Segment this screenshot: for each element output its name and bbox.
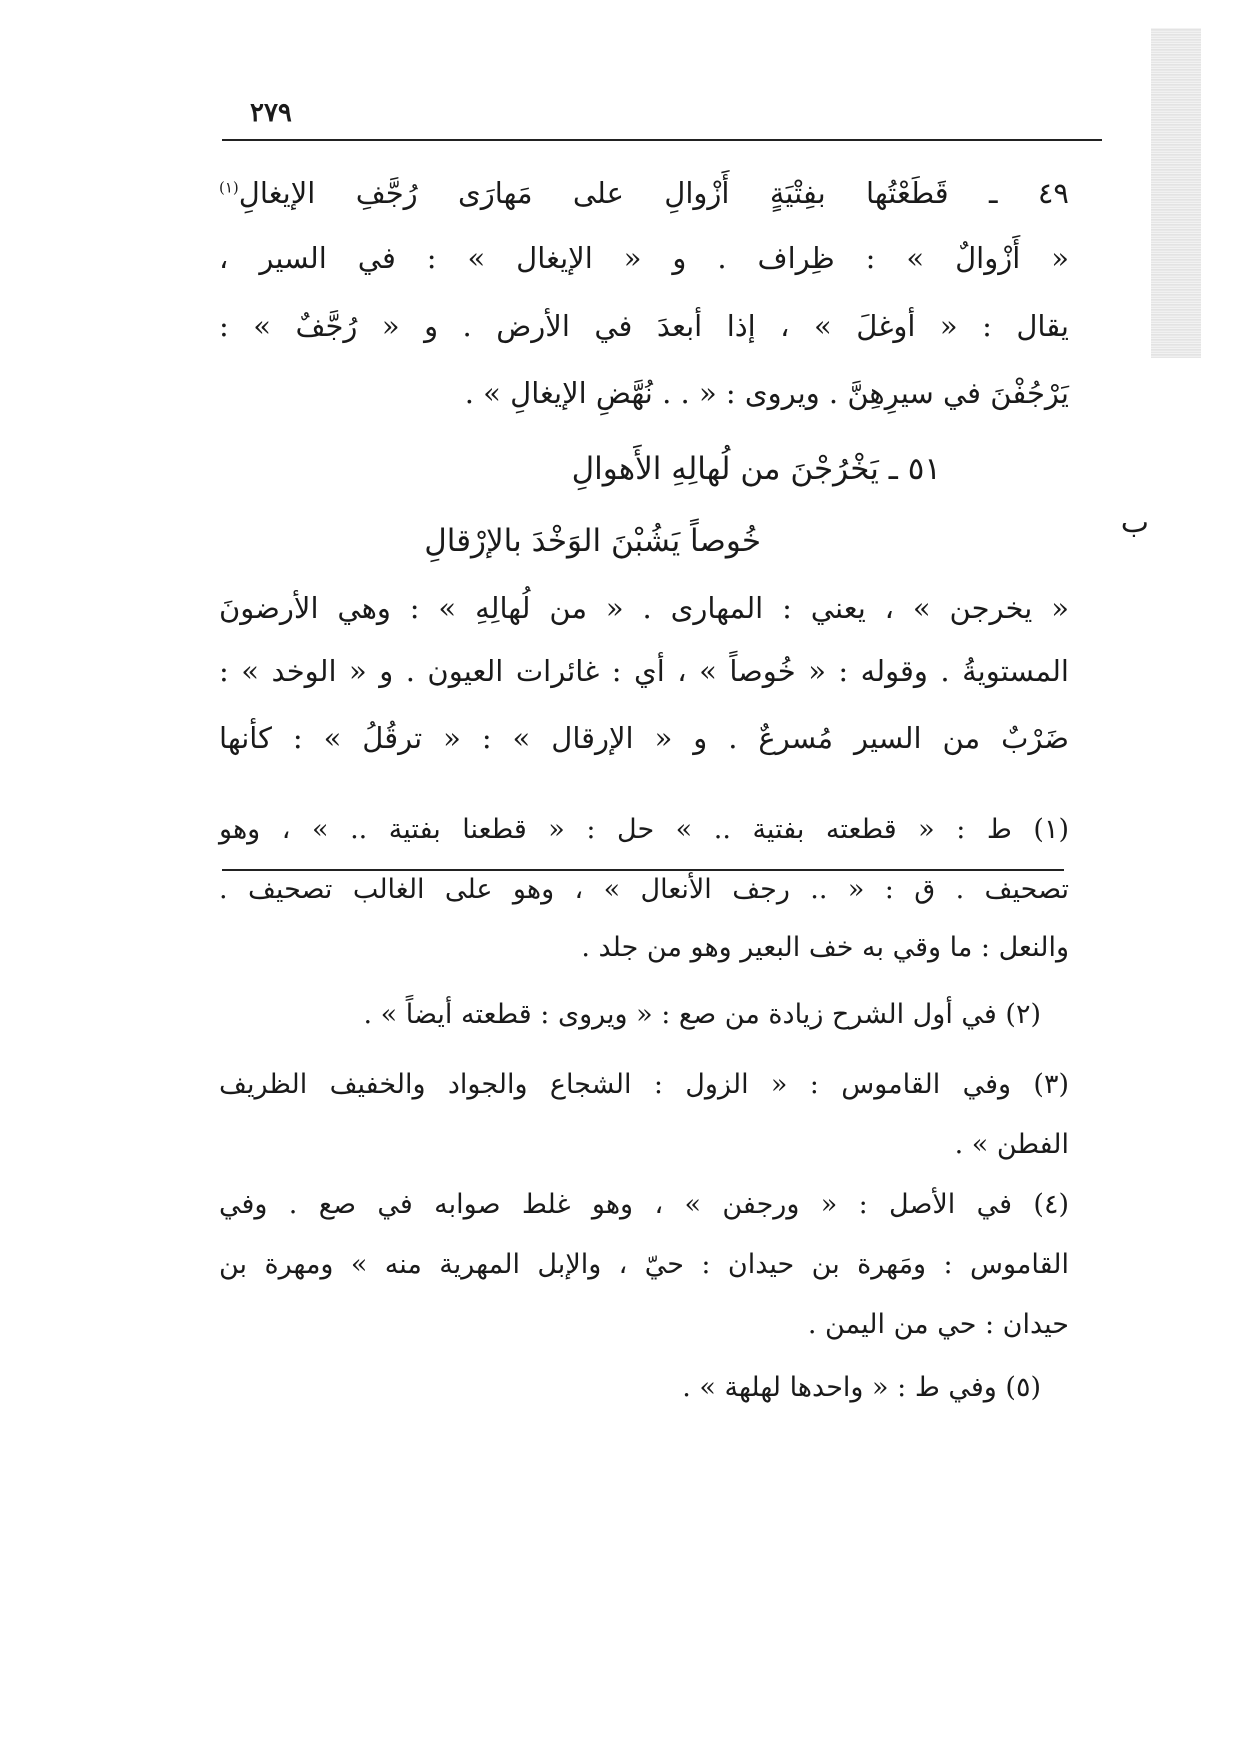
verse-51-first-hemistich: ٥١ ـ يَخْرُجْنَ من لُهالِهِ الأَهوالِ [571, 451, 941, 487]
header-rule [222, 139, 1102, 141]
commentary-line: المستويةُ . وقوله : « خُوصاً » ، أي : غائرات العيون . و « الوخد » : [219, 654, 1069, 688]
footnote-4-cont: القاموس : ومَهرة بن حيدان : حيّ ، والإبل المهرية منه » ومهرة بن [219, 1249, 1069, 1280]
footnote-4-cont: حيدان : حي من اليمن . [807, 1309, 1069, 1340]
commentary-line: يقال : « أوغلَ » ، إذا أبعدَ في الأرض . و « رُجَّفٌ » : [219, 309, 1069, 343]
footnote-4: (٤) في الأصل : « ورجفن » ، وهو غلط صوابه في صع . وفي [219, 1189, 1069, 1220]
margin-marker: ب [1120, 505, 1149, 540]
footnote-2: (٢) في أول الشرح زيادة من صع : « ويروى : قطعته أيضاً » . [363, 999, 1041, 1030]
footnote-3: (٣) وفي القاموس : « الزول : الشجاع والجواد والخفيف الظريف [219, 1069, 1069, 1100]
page-number: ٢٧٩ [250, 98, 292, 128]
footnote-1: (١) ط : « قطعته بفتية .. » حل : « قطعنا بفتية .. » ، وهو [219, 814, 1069, 845]
verse-49: ٤٩ ـ قَطَعْتُها بفِتْيَةٍ أَزْوالِ على مَهارَى رُجَّفِ الإيغالِ$^{(١)}$ [219, 176, 1069, 210]
footnote-1-cont: والنعل : ما وقي به خف البعير وهو من جلد . [581, 932, 1069, 963]
verse-51-second-hemistich: خُوصاً يَشُبْنَ الوَخْدَ بالإرْقالِ [424, 523, 761, 559]
scan-edge-artifact [1151, 28, 1201, 358]
commentary-line: « أَزْوالٌ » : ظِراف . و « الإيغال » : في السير ، [219, 241, 1069, 275]
commentary-line: يَرْجُفْنَ في سيرِهِنَّ . ويروى : « . . نُهَّضِ الإيغالِ » . [464, 376, 1069, 410]
commentary-line: ضَرْبٌ من السير مُسرعٌ . و « الإرقال » : « ترقُلُ » : كأنها [219, 721, 1069, 755]
footnote-5: (٥) وفي ط : « واحدها لهلهة » . [682, 1372, 1041, 1403]
commentary-line: « يخرجن » ، يعني : المهارى . « من لُهالِهِ » : وهي الأرضونَ [219, 591, 1069, 625]
footnote-3-cont: الفطن » . [954, 1129, 1069, 1160]
footnote-1-cont: تصحيف . ق : « .. رجف الأنعال » ، وهو على الغالب تصحيف . [219, 874, 1069, 905]
